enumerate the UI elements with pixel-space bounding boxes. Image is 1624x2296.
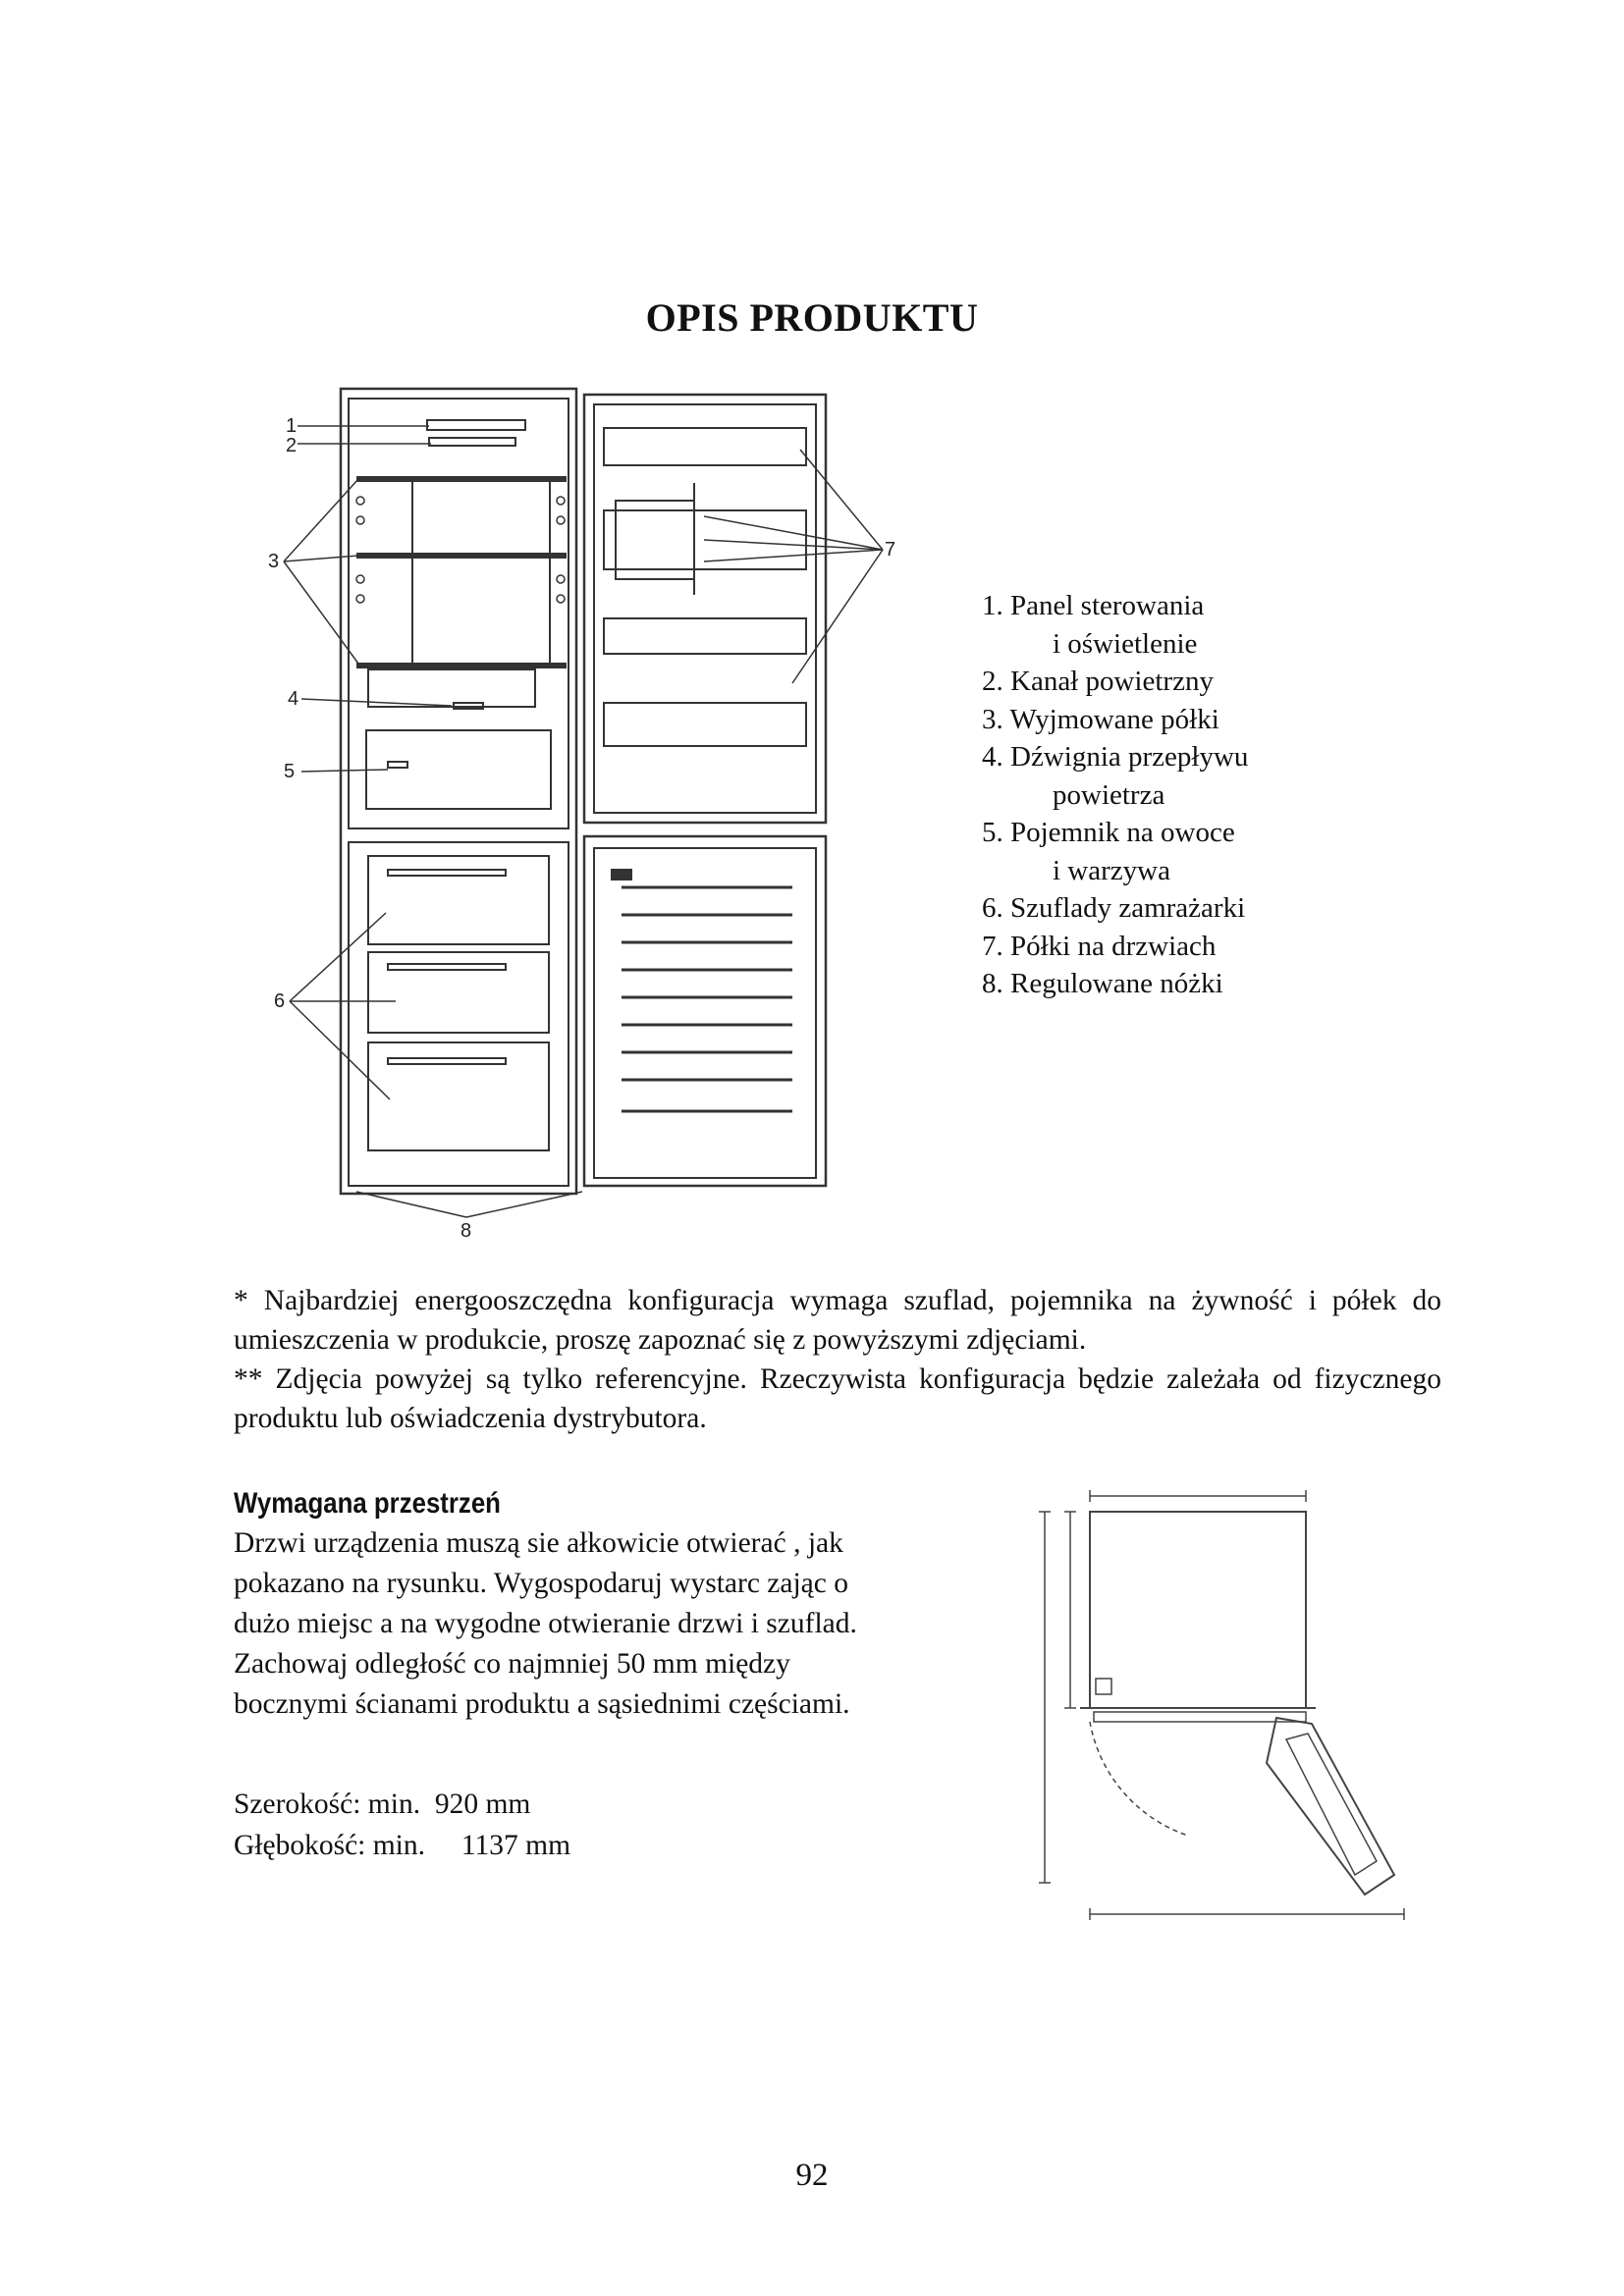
callout-6: 6 [274,990,286,1012]
notes [234,1281,1441,1438]
note-reference: ** Zdjęcia powyżej są tylko referencyjne. Rzeczywista konfiguracja będzie zależała od fizycznego produktu lub oświadczenia dystrybutora. [234,1363,1441,1434]
clearance-diagram [1021,1472,1434,1944]
callout-1: 1 [286,415,298,437]
callout-5: 5 [284,761,296,782]
parts-list [982,587,1248,1003]
page-number: 92 [795,2158,829,2193]
min-depth: Głębokość: min. 1137 mm [234,1830,571,1861]
list-item: 7. Półki na drzwiach [982,930,1217,962]
list-item: 8. Regulowane nóżki [982,968,1223,999]
list-item: 4. Dźwignia przepływu powietrza [982,741,1249,811]
page-title: OPIS PRODUKTU [645,295,979,340]
dimensions [234,1784,570,1866]
callout-4: 4 [288,688,299,710]
list-item: 5. Pojemnik na owoce i warzywa [982,817,1235,886]
section-heading: Wymagana przestrzeń [234,1487,501,1520]
callout-3: 3 [268,551,280,572]
fridge-diagram [250,373,896,1247]
space-description: Drzwi urządzenia muszą sie ałkowicie otwierać , jak pokazano na rysunku. Wygospodaruj wystarc zając o dużo miejsc a na wygodne otwieranie drzwi i szuflad. Zachowaj odległość co najmniej 50 mm między bocznymi ścianami produktu a sąsiednimi częściami. [234,1527,857,1720]
list-item: 6. Szuflady zamrażarki [982,892,1246,924]
callout-2: 2 [286,435,298,456]
list-item: 1. Panel sterowania i oświetlenie [982,590,1205,660]
list-item: 2. Kanał powietrzny [982,666,1214,697]
note-energy: * Najbardziej energooszczędna konfiguracja wymaga szuflad, pojemnika na żywność i półek do umieszczenia w produkcie, proszę zapoznać się z powyższymi zdjęciami. [234,1285,1441,1356]
min-width: Szerokość: min. 920 mm [234,1789,531,1820]
list-item: 3. Wyjmowane półki [982,703,1219,735]
callout-7: 7 [885,539,896,561]
callout-8: 8 [460,1220,472,1242]
